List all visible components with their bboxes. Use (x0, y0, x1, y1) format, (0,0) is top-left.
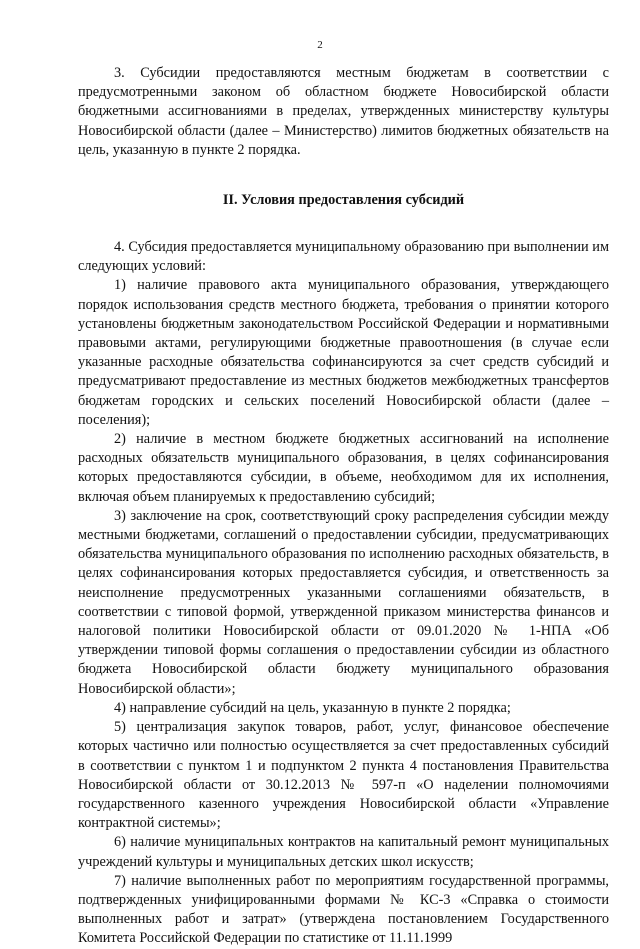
page-number: 2 (317, 39, 323, 51)
paragraph-condition-5: 5) централизация закупок товаров, работ, услуг, финансовое обеспечение которых частично или полностью осуществляется за счет предоставленных субсидий в соответствии с пунктом 1 и подпунктом 2 пункта 4 постановления Правительства Новосибирской области от 30.12.2013 № 597-п «О наделении полномочиями государственного казенного учреждения Новосибирской области «Управление контрактной системы»; (78, 719, 609, 832)
paragraph-condition-7: 7) наличие выполненных работ по мероприятиям государственной программы, подтвержденных унифицированными формами № КС-3 «Справка о стоимости выполненных работ и затрат» (утверждена постановлением Государственного Комитета Российской Федерации по статистике от 11.11.1999 (78, 872, 609, 947)
paragraph-condition-1: 1) наличие правового акта муниципального образования, утверждающего порядок использования средств местного бюджета, требования о принятии которого установлены бюджетным законодательством Российской Федерации и нормативными правовыми актами, регулирующими бюджетные правоотношения (в случае если указанные расходные обязательства софинансируются за счет средств субсидий и предусматривают предоставление из местных бюджетов межбюджетных трансфертов бюджетам городских и сельских поселений Новосибирской области (далее – поселения); (78, 277, 609, 428)
paragraph-condition-4: 4) направление субсидий на цель, указанную в пункте 2 порядка; (114, 699, 511, 716)
section-heading: II. Условия предоставления субсидий (222, 192, 465, 209)
document-body (78, 64, 609, 949)
paragraph-condition-6: 6) наличие муниципальных контрактов на капитальный ремонт муниципальных учреждений культуры и муниципальных детских школ искусств; (78, 834, 609, 870)
paragraph-condition-2: 2) наличие в местном бюджете бюджетных ассигнований на исполнение расходных обязательств муниципального образования, в целях софинансирования которых предоставляются субсидии, в объеме, необходимом для их исполнения, включая объем планируемых к предоставлению субсидий; (78, 431, 609, 505)
paragraph-item-4: 4. Субсидия предоставляется муниципальному образованию при выполнении им следующих условий: (78, 239, 609, 275)
paragraph-item-3: 3. Субсидии предоставляются местным бюджетам в соответствии с предусмотренными законом об областном бюджете Новосибирской области бюджетными ассигнованиями в пределах, утвержденных министерству культуры Новосибирской области (далее – Министерство) лимитов бюджетных обязательств на цель, указанную в пункте 2 порядка. (78, 65, 609, 158)
paragraph-condition-3: 3) заключение на срок, соответствующий сроку распределения субсидии между местными бюджетами, соглашений о предоставлении субсидии, предусматривающих обязательства муниципального образования по исполнению расходных обязательств, в целях софинансирования которых предоставляется субсидия, и ответственность за неисполнение предусмотренных указанными соглашениями обязательств, в соответствии с типовой формой, утвержденной приказом министерства финансов и налоговой политики Новосибирской области от 09.01.2020 № 1-НПА «Об утверждении типовой формы соглашения о предоставлении субсидии из областного бюджета Новосибирской области бюджету муниципального образования Новосибирской области»; (78, 507, 609, 697)
